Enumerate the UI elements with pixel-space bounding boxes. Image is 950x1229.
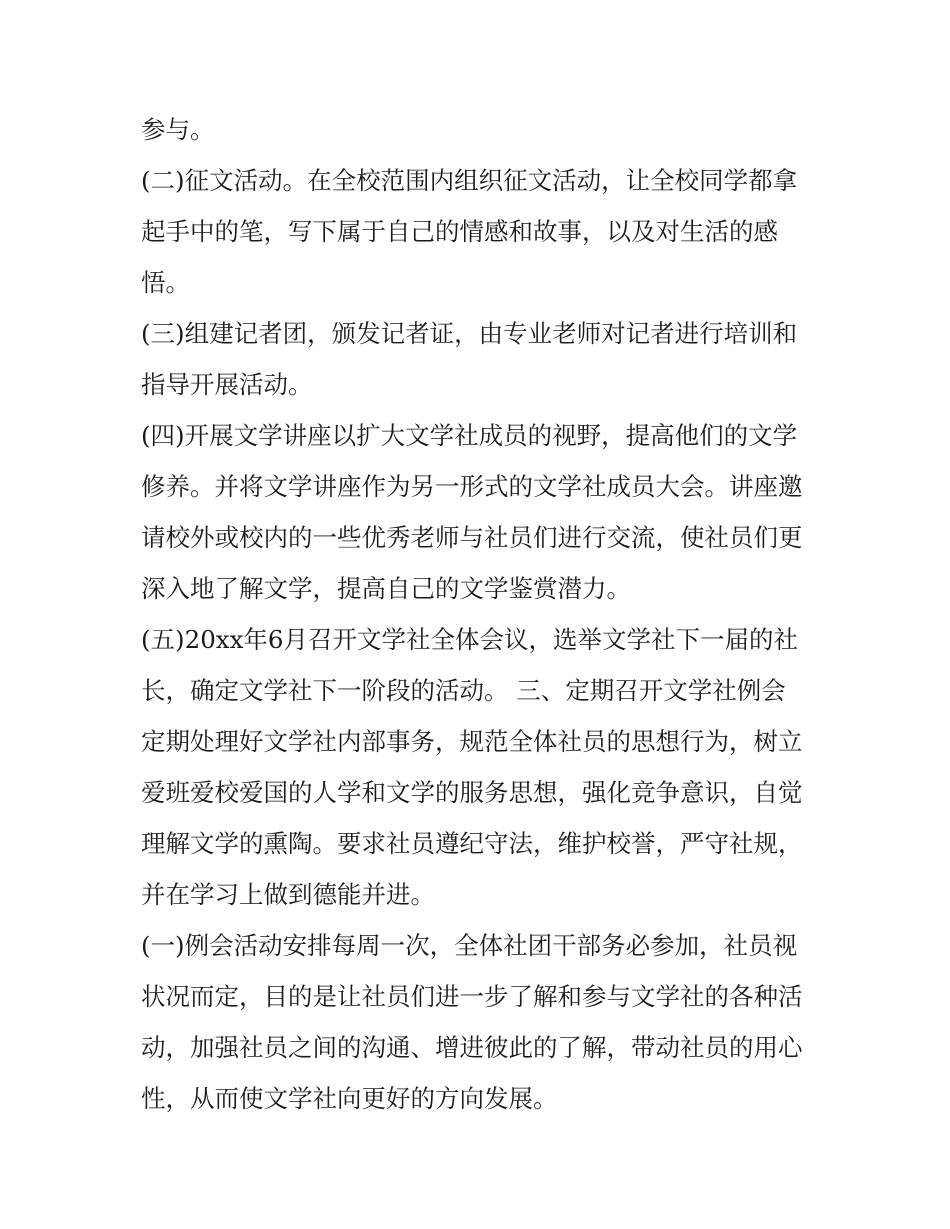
document-body [141,104,813,1124]
paragraph-literature-lectures: (四)开展文学讲座以扩大文学社成员的视野，提高他们的文学修养。并将文学讲座作为另一形式的文学社成员大会。讲座邀请校外或校内的一些优秀老师与社员们进行交流，使社员们更深入地了解文学，提高自己的文学鉴赏潜力。 [141,421,803,603]
paragraph-continuation: 参与。 [141,115,215,144]
paragraph-weekly-meeting: (一)例会活动安排每周一次，全体社团干部务必参加，社员视状况而定，目的是让社员们进一步了解和参与文学社的各种活动，加强社员之间的沟通、增进彼此的了解，带动社员的用心性，从而使文学社向更好的方向发展。 [141,931,803,1113]
paragraph-essay-activity: (二)征文活动。在全校范围内组织征文活动，让全校同学都拿起手中的笔，写下属于自己的情感和故事，以及对生活的感悟。 [141,166,798,297]
paragraph-general-meeting: (五)20xx年6月召开文学社全体会议，选举文学社下一届的社长，确定文学社下一阶段的活动。 三、定期召开文学社例会 定期处理好文学社内部事务，规范全体社员的思想行为，树立爱班爱校爱国的人学和文学的服务思想，强化竞争意识，自觉理解文学的熏陶。要求社员遵纪守法，维护校誉，严守社规，并在学习上做到德能并进。 [141,625,803,909]
paragraph-reporter-team: (三)组建记者团，颁发记者证，由专业老师对记者进行培训和指导开展活动。 [141,319,798,399]
